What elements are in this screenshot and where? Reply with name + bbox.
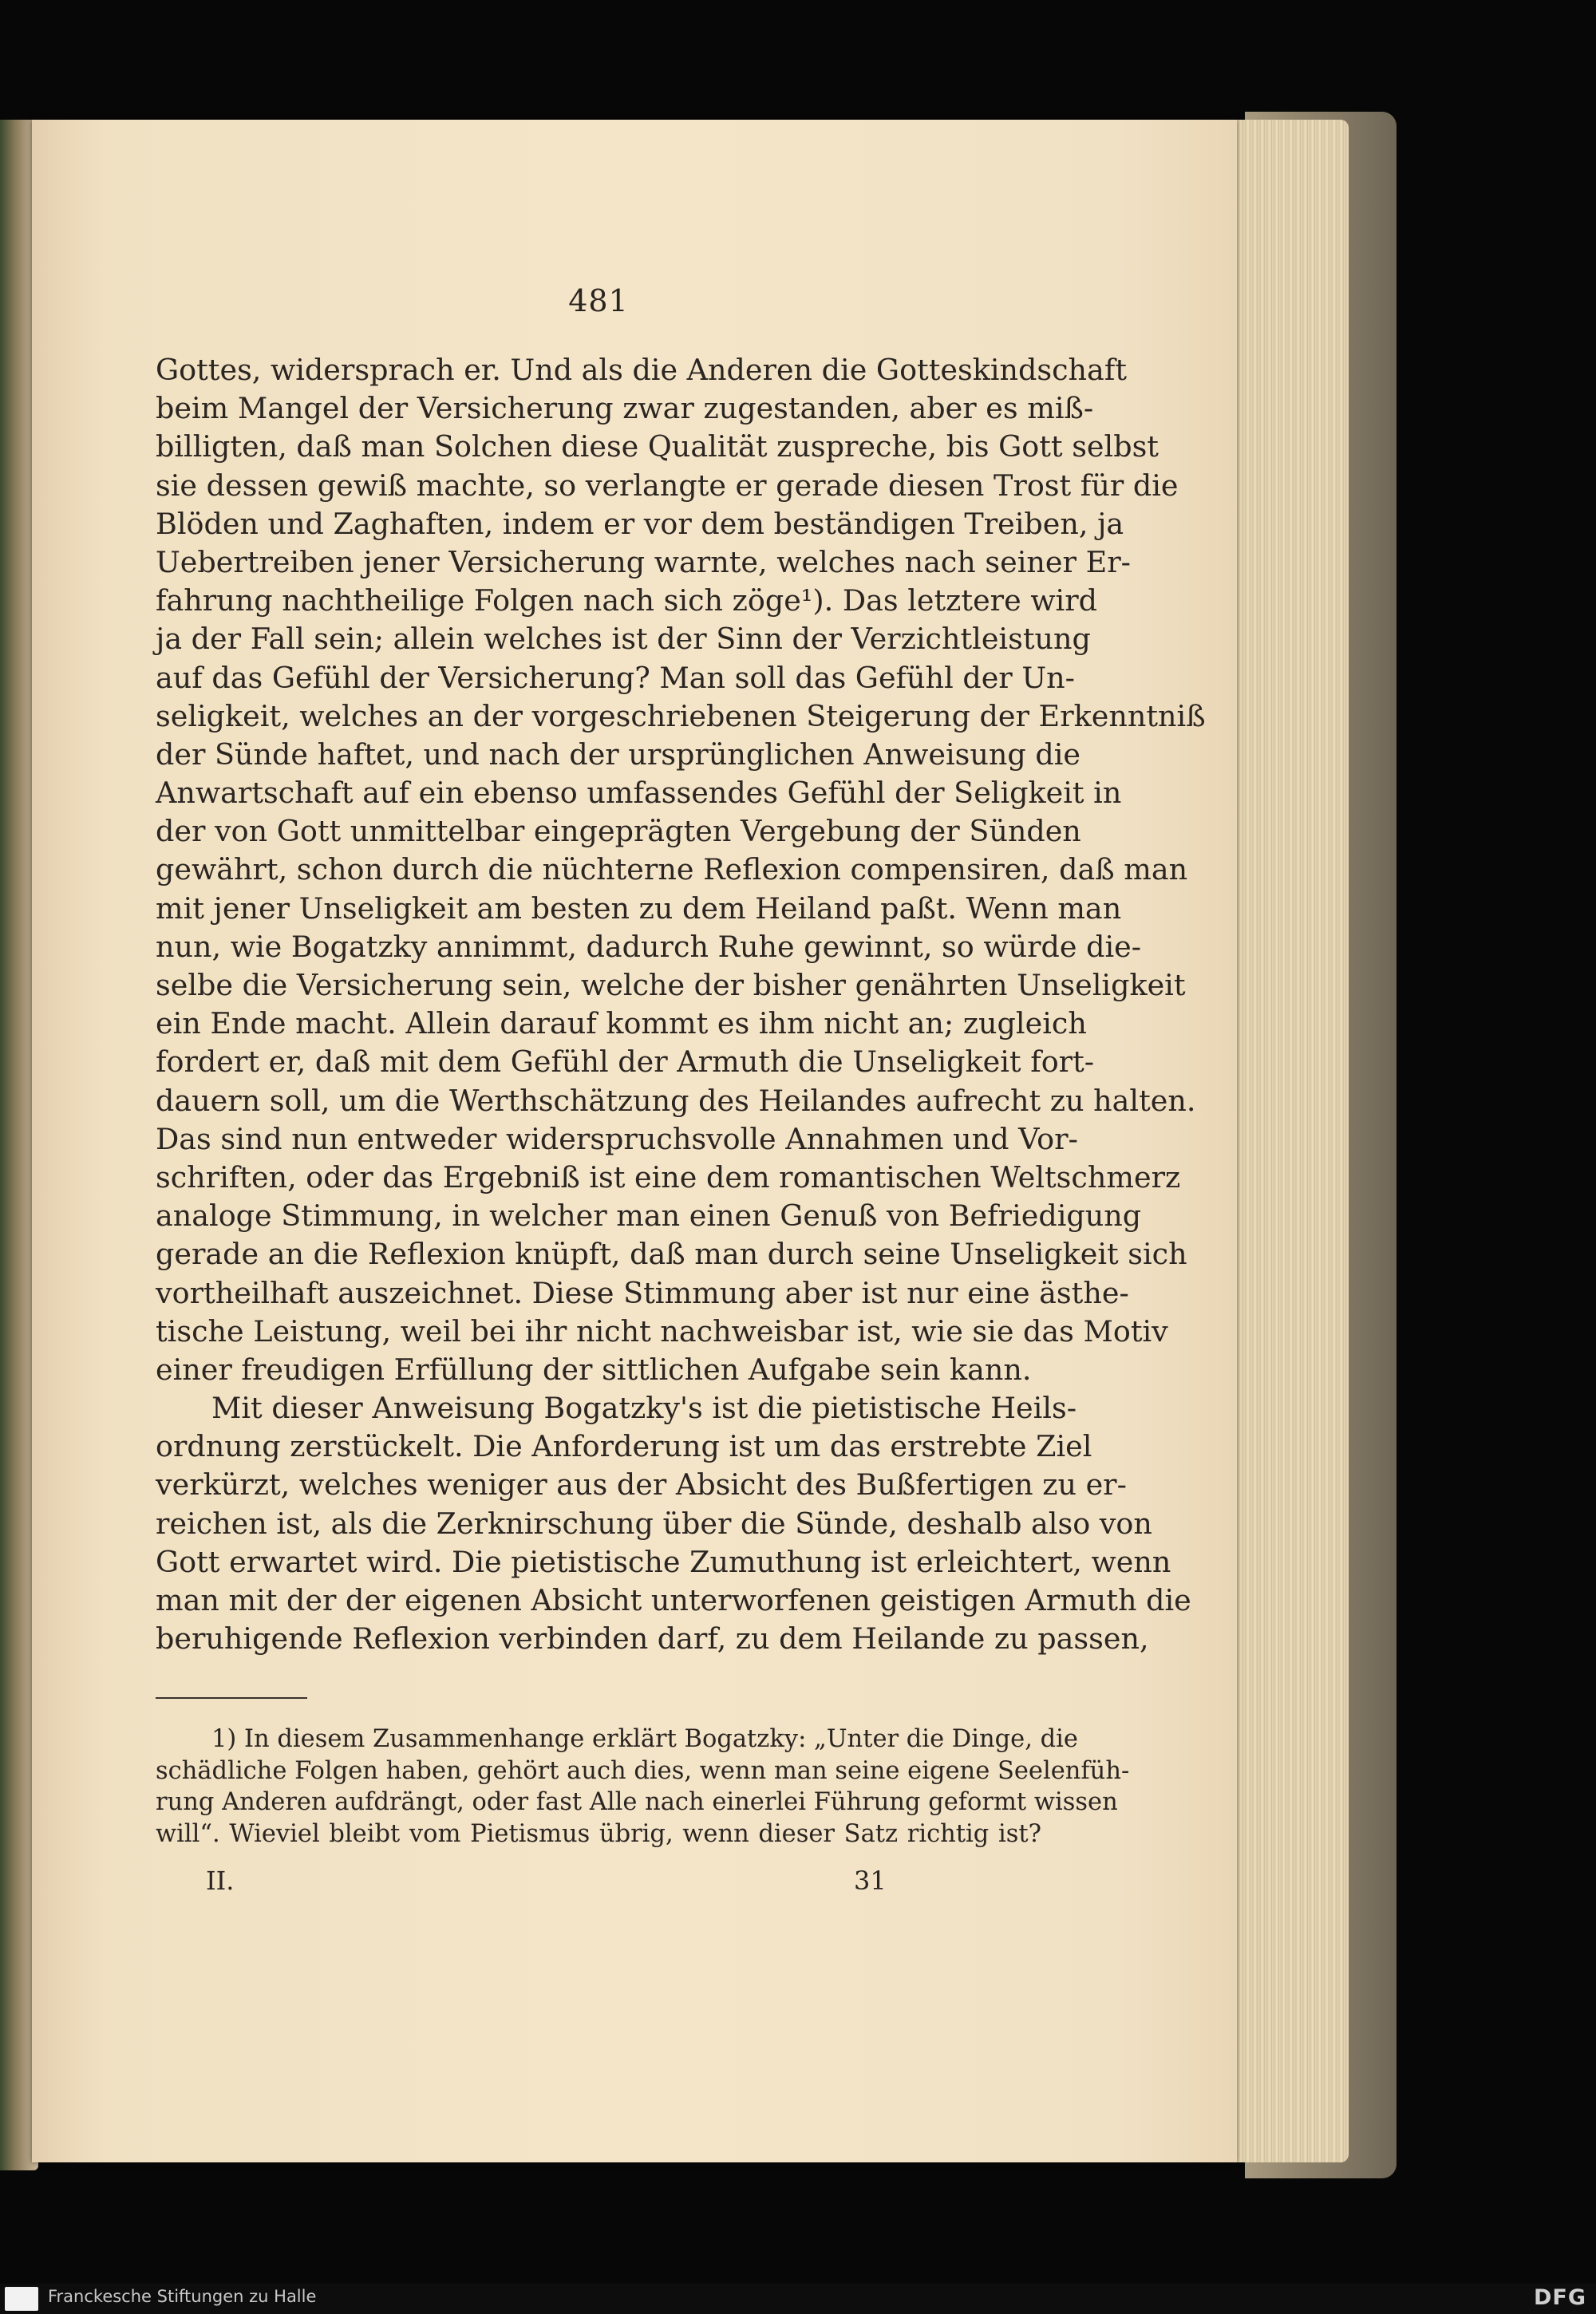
page-block-edges <box>1229 120 1349 2162</box>
text-line: selbe die Versicherung sein, welche der bisher genährten Unseligkeit <box>156 968 1186 1002</box>
text-line: schriften, oder das Ergebniß ist eine dem romantischen Weltschmerz <box>156 1159 1181 1195</box>
text-line: gewährt, schon durch die nüchterne Reflexion compensiren, daß man <box>156 852 1188 887</box>
text-line: ja der Fall sein; allein welches ist der Sinn der Verzichtleistung <box>156 622 1091 657</box>
text-line: der von Gott unmittelbar eingeprägten Vergebung der Sünden <box>156 814 1081 849</box>
text-line: beim Mangel der Versicherung zwar zugestanden, aber es miß- <box>156 391 1094 426</box>
text-line: man mit der der eigenen Absicht unterworfenen geistigen Armuth die <box>156 1583 1191 1617</box>
text-line: ordnung zerstückelt. Die Anforderung ist um das erstrebte Ziel <box>156 1429 1092 1464</box>
text-line: Gottes, widersprach er. Und als die Anderen die Gotteskindschaft <box>156 353 1127 387</box>
text-line: sie dessen gewiß machte, so verlangte er gerade diesen Trost für die <box>156 468 1179 503</box>
institution-name: Franckesche Stiftungen zu Halle <box>48 2287 317 2306</box>
text-line: vortheilhaft auszeichnet. Diese Stimmung aber ist nur eine ästhe- <box>156 1275 1129 1310</box>
footnote-divider <box>156 1697 307 1699</box>
text-line: tische Leistung, weil bei ihr nicht nachweisbar ist, wie sie das Motiv <box>156 1313 1168 1349</box>
text-line: Mit dieser Anweisung Bogatzky's ist die pietistische Heils- <box>211 1391 1077 1426</box>
text-line: Das sind nun entweder widerspruchsvolle Annahmen und Vor- <box>156 1121 1078 1156</box>
text-line: billigten, daß man Solchen diese Qualität zuspreche, bis Gott selbst <box>156 429 1159 464</box>
footnote-line: will“. Wieviel bleibt vom Pietismus übrig, wenn dieser Satz richtig ist? <box>156 1819 1041 1848</box>
text-line: Anwartschaft auf ein ebenso umfassendes Gefühl der Seligkeit in <box>156 776 1122 811</box>
body-text <box>156 351 1206 1658</box>
page-number: 481 <box>568 283 629 318</box>
dfg-logo: DFG <box>1533 2285 1586 2310</box>
text-line: ein Ende macht. Allein darauf kommt es ihm nicht an; zugleich <box>156 1006 1087 1041</box>
text-line: Blöden und Zaghaften, indem er vor dem beständigen Treiben, ja <box>156 506 1124 541</box>
text-line: gerade an die Reflexion knüpft, daß man durch seine Unseligkeit sich <box>156 1237 1187 1272</box>
footnotes <box>156 1724 1130 1850</box>
text-line: auf das Gefühl der Versicherung? Man soll das Gefühl der Un- <box>156 660 1075 695</box>
footnote-line: schädliche Folgen haben, gehört auch dies, wenn man seine eigene Seelenfüh- <box>156 1756 1130 1785</box>
text-line: dauern soll, um die Werthschätzung des Heilandes aufrecht zu halten. <box>156 1083 1196 1118</box>
text-line: fordert er, daß mit dem Gefühl der Armuth die Unseligkeit fort- <box>156 1044 1095 1080</box>
text-line: seligkeit, welches an der vorgeschriebenen Steigerung der Erkenntniß <box>156 698 1206 733</box>
text-line: fahrung nachtheilige Folgen nach sich zöge¹). Das letztere wird <box>156 583 1098 618</box>
text-line: reichen ist, als die Zerknirschung über die Sünde, deshalb also von <box>156 1506 1152 1541</box>
text-line: Gott erwartet wird. Die pietistische Zumuthung ist erleichtert, wenn <box>156 1544 1171 1579</box>
text-line: Uebertreiben jener Versicherung warnte, welches nach seiner Er- <box>156 544 1132 579</box>
text-line: beruhigende Reflexion verbinden darf, zu dem Heilande zu passen, <box>156 1621 1149 1657</box>
text-line: nun, wie Bogatzky annimmt, dadurch Ruhe gewinnt, so würde die- <box>156 929 1142 964</box>
signature-mark: II. <box>206 1866 235 1896</box>
text-line: der Sünde haftet, und nach der ursprünglichen Anweisung die <box>156 736 1080 772</box>
text-line: einer freudigen Erfüllung der sittlichen Aufgabe sein kann. <box>156 1352 1032 1387</box>
text-line: verkürzt, welches weniger aus der Absicht des Bußfertigen zu er- <box>156 1467 1127 1503</box>
signature-number: 31 <box>854 1866 887 1896</box>
text-line: analoge Stimmung, in welcher man einen Genuß von Befriedigung <box>156 1198 1142 1234</box>
institution-logo-icon <box>5 2287 38 2311</box>
text-line: mit jener Unseligkeit am besten zu dem Heiland paßt. Wenn man <box>156 890 1122 926</box>
footnote-line: rung Anderen aufdrängt, oder fast Alle nach einerlei Führung geformt wissen <box>156 1788 1118 1816</box>
footnote-line: 1) In diesem Zusammenhange erklärt Bogatzky: „Unter die Dinge, die <box>211 1725 1078 1753</box>
